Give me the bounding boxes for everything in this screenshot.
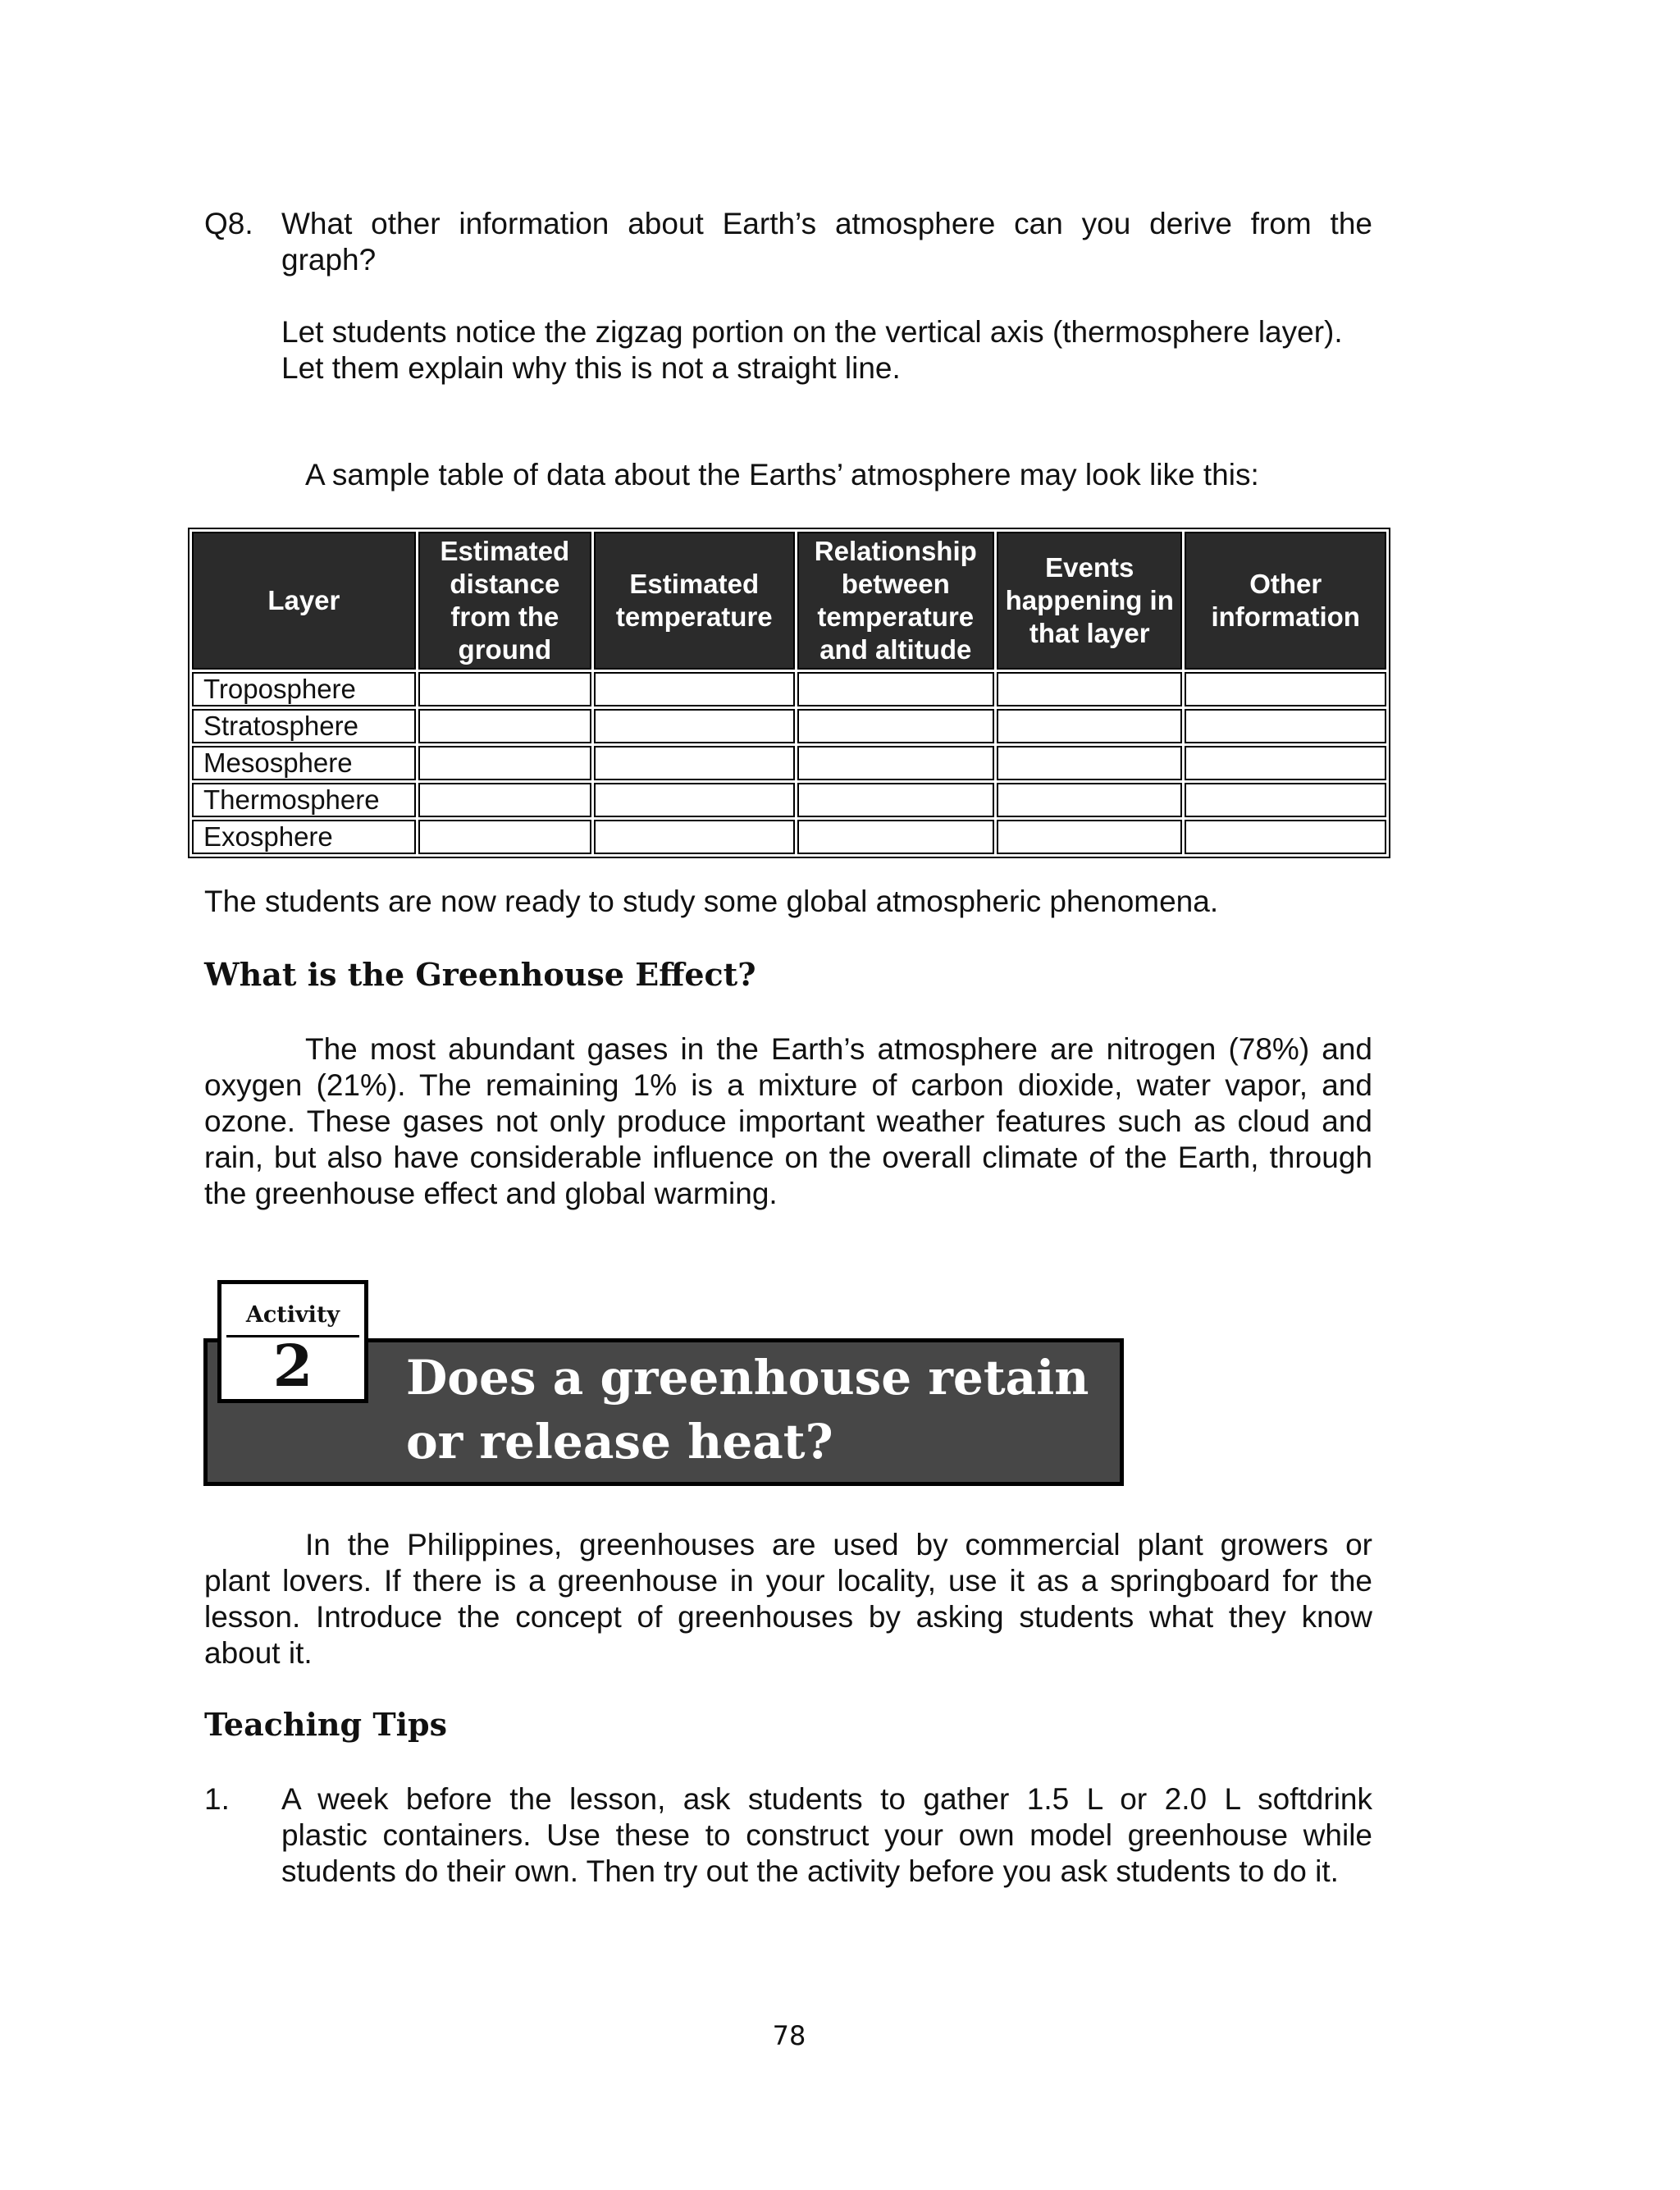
table-row xyxy=(192,783,1386,817)
empty-cell xyxy=(797,783,995,817)
empty-cell xyxy=(594,746,795,780)
atmosphere-layers-table xyxy=(188,528,1390,858)
tip-number: 1. xyxy=(204,1782,230,1816)
activity-title-line: Does a greenhouse retain xyxy=(406,1350,1089,1406)
greenhouse-para-line: the greenhouse effect and global warming. xyxy=(204,1177,778,1210)
empty-cell xyxy=(997,746,1182,780)
table-row xyxy=(192,709,1386,743)
greenhouse-para-line: rain, but also have considerable influence on the overall climate of the Earth, through xyxy=(204,1141,1372,1174)
layer-name-cell: Thermosphere xyxy=(192,783,416,817)
table-row xyxy=(192,672,1386,706)
activity-title-line: or release heat? xyxy=(406,1414,833,1470)
philippines-para-line: about it. xyxy=(204,1636,313,1670)
table-row xyxy=(192,746,1386,780)
greenhouse-para-line: ozone. These gases not only produce important weather features such as cloud and xyxy=(204,1104,1372,1138)
empty-cell xyxy=(1185,672,1386,706)
activity-badge xyxy=(217,1280,368,1403)
q8-answer-line: Let students notice the zigzag portion on the vertical axis (thermosphere layer). xyxy=(281,315,1343,349)
tip-line: A week before the lesson, ask students to gather 1.5 L or 2.0 L softdrink xyxy=(281,1782,1372,1816)
empty-cell xyxy=(418,746,591,780)
q8-answer-line: Let them explain why this is not a straight line. xyxy=(281,351,901,385)
empty-cell xyxy=(997,709,1182,743)
philippines-para-line: plant lovers. If there is a greenhouse in your locality, use it as a springboard for the xyxy=(204,1564,1372,1598)
activity-number: 2 xyxy=(272,1332,313,1400)
greenhouse-para-line: The most abundant gases in the Earth’s atmosphere are nitrogen (78%) and xyxy=(305,1032,1372,1066)
activity-label: Activity xyxy=(245,1302,340,1328)
header-relationship: Relationship between temperature and altitude xyxy=(797,532,995,670)
teaching-tips-heading: Teaching Tips xyxy=(204,1706,448,1743)
empty-cell xyxy=(797,672,995,706)
tip-line: students do their own. Then try out the activity before you ask students to do it. xyxy=(281,1854,1339,1888)
activity-title xyxy=(406,1346,1112,1474)
philippines-para-line: In the Philippines, greenhouses are used by commercial plant growers or xyxy=(305,1528,1372,1561)
q8-number: Q8. xyxy=(204,207,253,240)
empty-cell xyxy=(418,820,591,854)
empty-cell xyxy=(418,783,591,817)
layer-name-cell: Stratosphere xyxy=(192,709,416,743)
empty-cell xyxy=(997,672,1182,706)
tip-line: plastic containers. Use these to construct your own model greenhouse while xyxy=(281,1818,1372,1852)
empty-cell xyxy=(1185,783,1386,817)
greenhouse-heading: What is the Greenhouse Effect? xyxy=(204,956,756,993)
empty-cell xyxy=(1185,820,1386,854)
empty-cell xyxy=(594,672,795,706)
header-other: Other information xyxy=(1185,532,1386,670)
table-row xyxy=(192,820,1386,854)
header-layer: Layer xyxy=(192,532,416,670)
header-distance: Estimated distance from the ground xyxy=(418,532,591,670)
table-header-row xyxy=(192,532,1386,670)
empty-cell xyxy=(997,783,1182,817)
empty-cell xyxy=(418,709,591,743)
ready-text: The students are now ready to study some global atmospheric phenomena. xyxy=(204,885,1219,918)
page-number: 78 xyxy=(772,2020,806,2051)
empty-cell xyxy=(594,820,795,854)
empty-cell xyxy=(997,820,1182,854)
layer-name-cell: Exosphere xyxy=(192,820,416,854)
philippines-para-line: lesson. Introduce the concept of greenhouses by asking students what they know xyxy=(204,1600,1372,1634)
layer-name-cell: Mesosphere xyxy=(192,746,416,780)
header-events: Events happening in that layer xyxy=(997,532,1182,670)
empty-cell xyxy=(1185,709,1386,743)
empty-cell xyxy=(797,746,995,780)
empty-cell xyxy=(594,709,795,743)
empty-cell xyxy=(418,672,591,706)
table-intro: A sample table of data about the Earths’ atmosphere may look like this: xyxy=(305,458,1259,491)
empty-cell xyxy=(594,783,795,817)
empty-cell xyxy=(797,820,995,854)
empty-cell xyxy=(1185,746,1386,780)
header-temperature: Estimated temperature xyxy=(594,532,795,670)
empty-cell xyxy=(797,709,995,743)
q8-question-line: What other information about Earth’s atmosphere can you derive from the xyxy=(281,207,1372,240)
q8-question-line: graph? xyxy=(281,243,377,277)
greenhouse-para-line: oxygen (21%). The remaining 1% is a mixture of carbon dioxide, water vapor, and xyxy=(204,1068,1372,1102)
layer-name-cell: Troposphere xyxy=(192,672,416,706)
